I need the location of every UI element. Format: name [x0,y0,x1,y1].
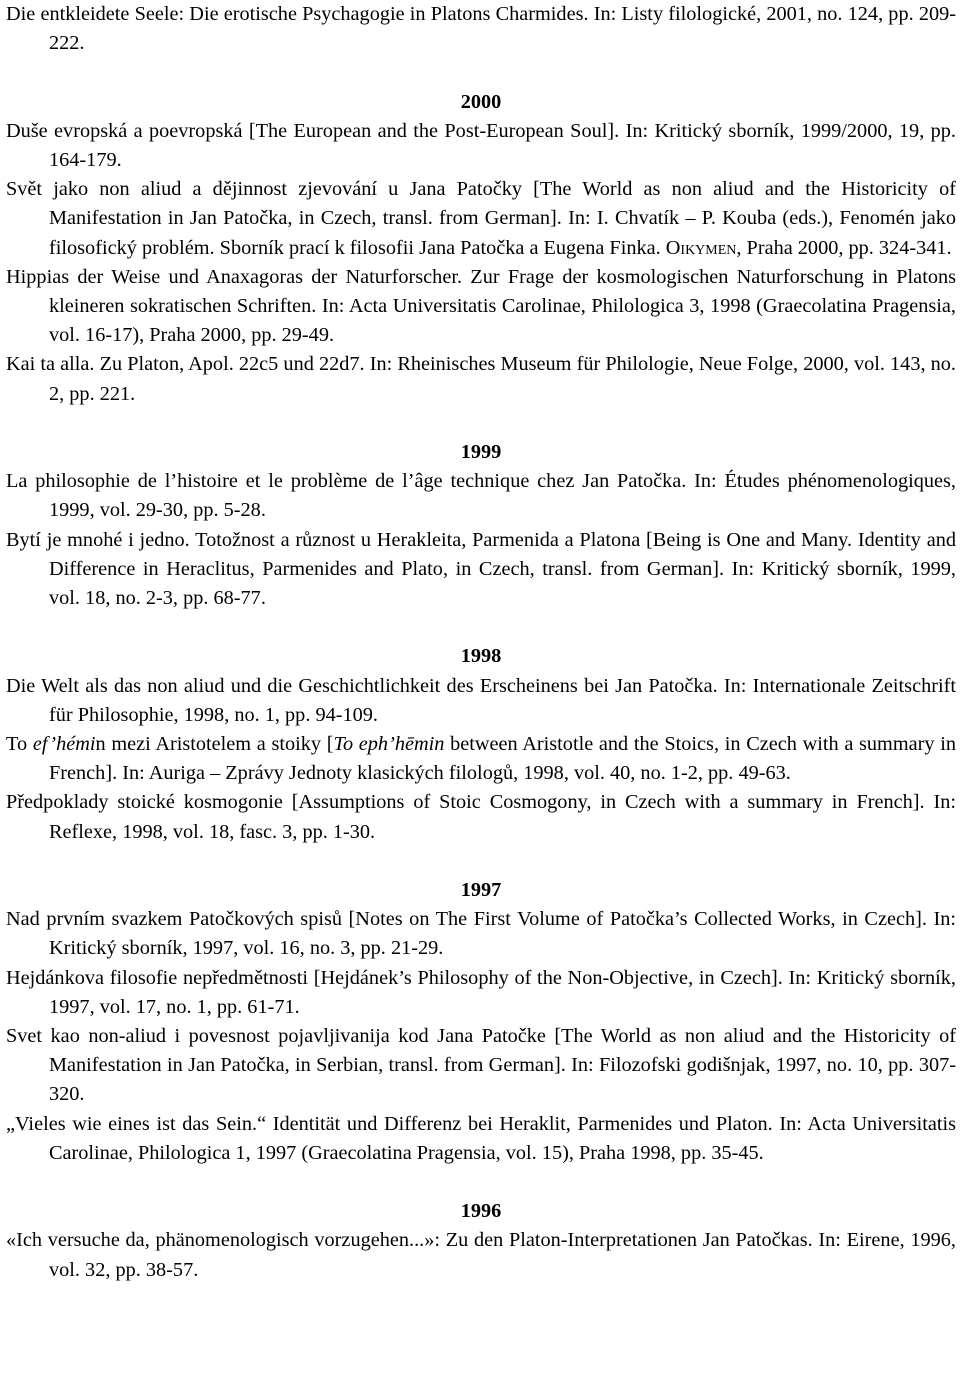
year-heading-1997: 1997 [460,879,502,902]
bib-entry [6,730,956,788]
year-heading-1999: 1999 [460,441,502,464]
bib-entry-tail: , Praha 2000, pp. 324-341. [736,236,952,259]
publisher-name: Oikymen [665,236,737,259]
year-heading-2000: 2000 [460,90,502,113]
italic-term: ef’hémi [32,733,96,756]
year-heading-1996: 1996 [460,1200,502,1223]
bib-entry: Kai ta alla. Zu Platon, Apol. 22c5 und 22d7. In: Rheinisches Museum für Philologie, Neue Folge, 2000, vol. 143, no. 2, pp. 221. [6,353,956,405]
section-spacer [6,847,956,876]
bib-entry [6,175,956,263]
bib-entry: Předpoklady stoické kosmogonie [Assumptions of Stoic Cosmogony, in Czech with a summary in French]. In: Reflexe, 1998, vol. 18, fasc. 3, pp. 1-30. [6,791,956,843]
section-spacer [6,613,956,642]
bib-entry-text: n mezi Aristotelem a stoiky [ [95,733,334,756]
section-spacer [6,58,956,87]
section-spacer [6,409,956,438]
bibliography-page [6,0,956,1285]
bib-entry: Svet kao non-aliud i povesnost pojavljivanija kod Jana Patočke [The World as non aliud and the Historicity of Manifestation in Jan Patočka, in Serbian, transl. from German]. In: Filozofski godišnjak, 1997, no. 10, pp. 307-320. [6,1025,956,1106]
bib-entry: «Ich versuche da, phänomenologisch vorzugehen...»: Zu den Platon-Interpretationen Jan Patočkas. In: Eirene, 1996, vol. 32, pp. 38-57. [6,1229,956,1281]
bib-entry: Nad prvním svazkem Patočkových spisů [Notes on The First Volume of Patočka’s Collected Works, in Czech]. In: Kritický sborník, 1997, vol. 16, no. 3, pp. 21-29. [6,908,956,960]
bib-entry: Bytí je mnohé i jedno. Totožnost a různost u Herakleita, Parmenida a Platona [Being is One and Many. Identity and Difference in Heraclitus, Parmenides and Plato, in Czech, transl. from German]. In: Kritický sborník, 1999, vol. 18, no. 2-3, pp. 68-77. [6,528,956,610]
bib-entry-text: To [6,733,33,756]
bib-entry: „Vieles wie eines ist das Sein.“ Identität und Differenz bei Heraklit, Parmenides und Platon. In: Acta Universitatis Carolinae, Philologica 1, 1997 (Graecolatina Pragensia, vol. 15), Praha 1998, pp. 35-45. [6,1112,956,1164]
bib-entry: Duše evropská a poevropská [The European and the Post-European Soul]. In: Kritický sborník, 1999/2000, 19, pp. 164-179. [6,119,956,171]
bib-entry: La philosophie de l’histoire et le problème de l’âge technique chez Jan Patočka. In: Études phénomenologiques, 1999, vol. 29-30, pp. 5-28. [6,470,956,522]
bib-entry: Die Welt als das non aliud und die Geschichtlichkeit des Erscheinens bei Jan Patočka. In: Internationale Zeitschrift für Philosophie, 1998, no. 1, pp. 94-109. [6,674,956,726]
bib-entry-text: between Aristotle and the Stoics, in Czech with a summary in French]. In: Auriga – Zprávy Jednoty klasických filologů, 1998, vol. 40, no. 1-2, pp. 49-63. [49,733,956,785]
bib-entry: Hejdánkova filosofie nepředmětnosti [Hejdánek’s Philosophy of the Non-Objective, in Czech]. In: Kritický sborník, 1997, vol. 17, no. 1, pp. 61-71. [6,966,956,1018]
italic-term: To eph’hēmin [333,733,445,756]
year-heading-1998: 1998 [460,645,502,668]
bib-entry: Hippias der Weise und Anaxagoras der Naturforscher. Zur Frage der kosmologischen Naturforschung in Platons kleineren sokratischen Schriften. In: Acta Universitatis Carolinae, Philologica 3, 1998 (Graecolatina Pragensia, vol. 16-17), Praha 2000, pp. 29-49. [6,265,956,347]
bib-entry-text: Svět jako non aliud a dějinnost zjevování u Jana Patočky [The World as non aliud and the Historicity of Manifestation in Jan Patočka, in Czech, transl. from German]. In: I. Chvatík – P. Kouba (eds.), Fenomén jako filosofický problém. Sborník prací k filosofii Jana Patočka a Eugena Finka. [6,178,956,259]
bib-entry: Die entkleidete Seele: Die erotische Psychagogie in Platons Charmides. In: Listy filologické, 2001, no. 124, pp. 209-222. [6,3,956,55]
section-spacer [6,1168,956,1197]
